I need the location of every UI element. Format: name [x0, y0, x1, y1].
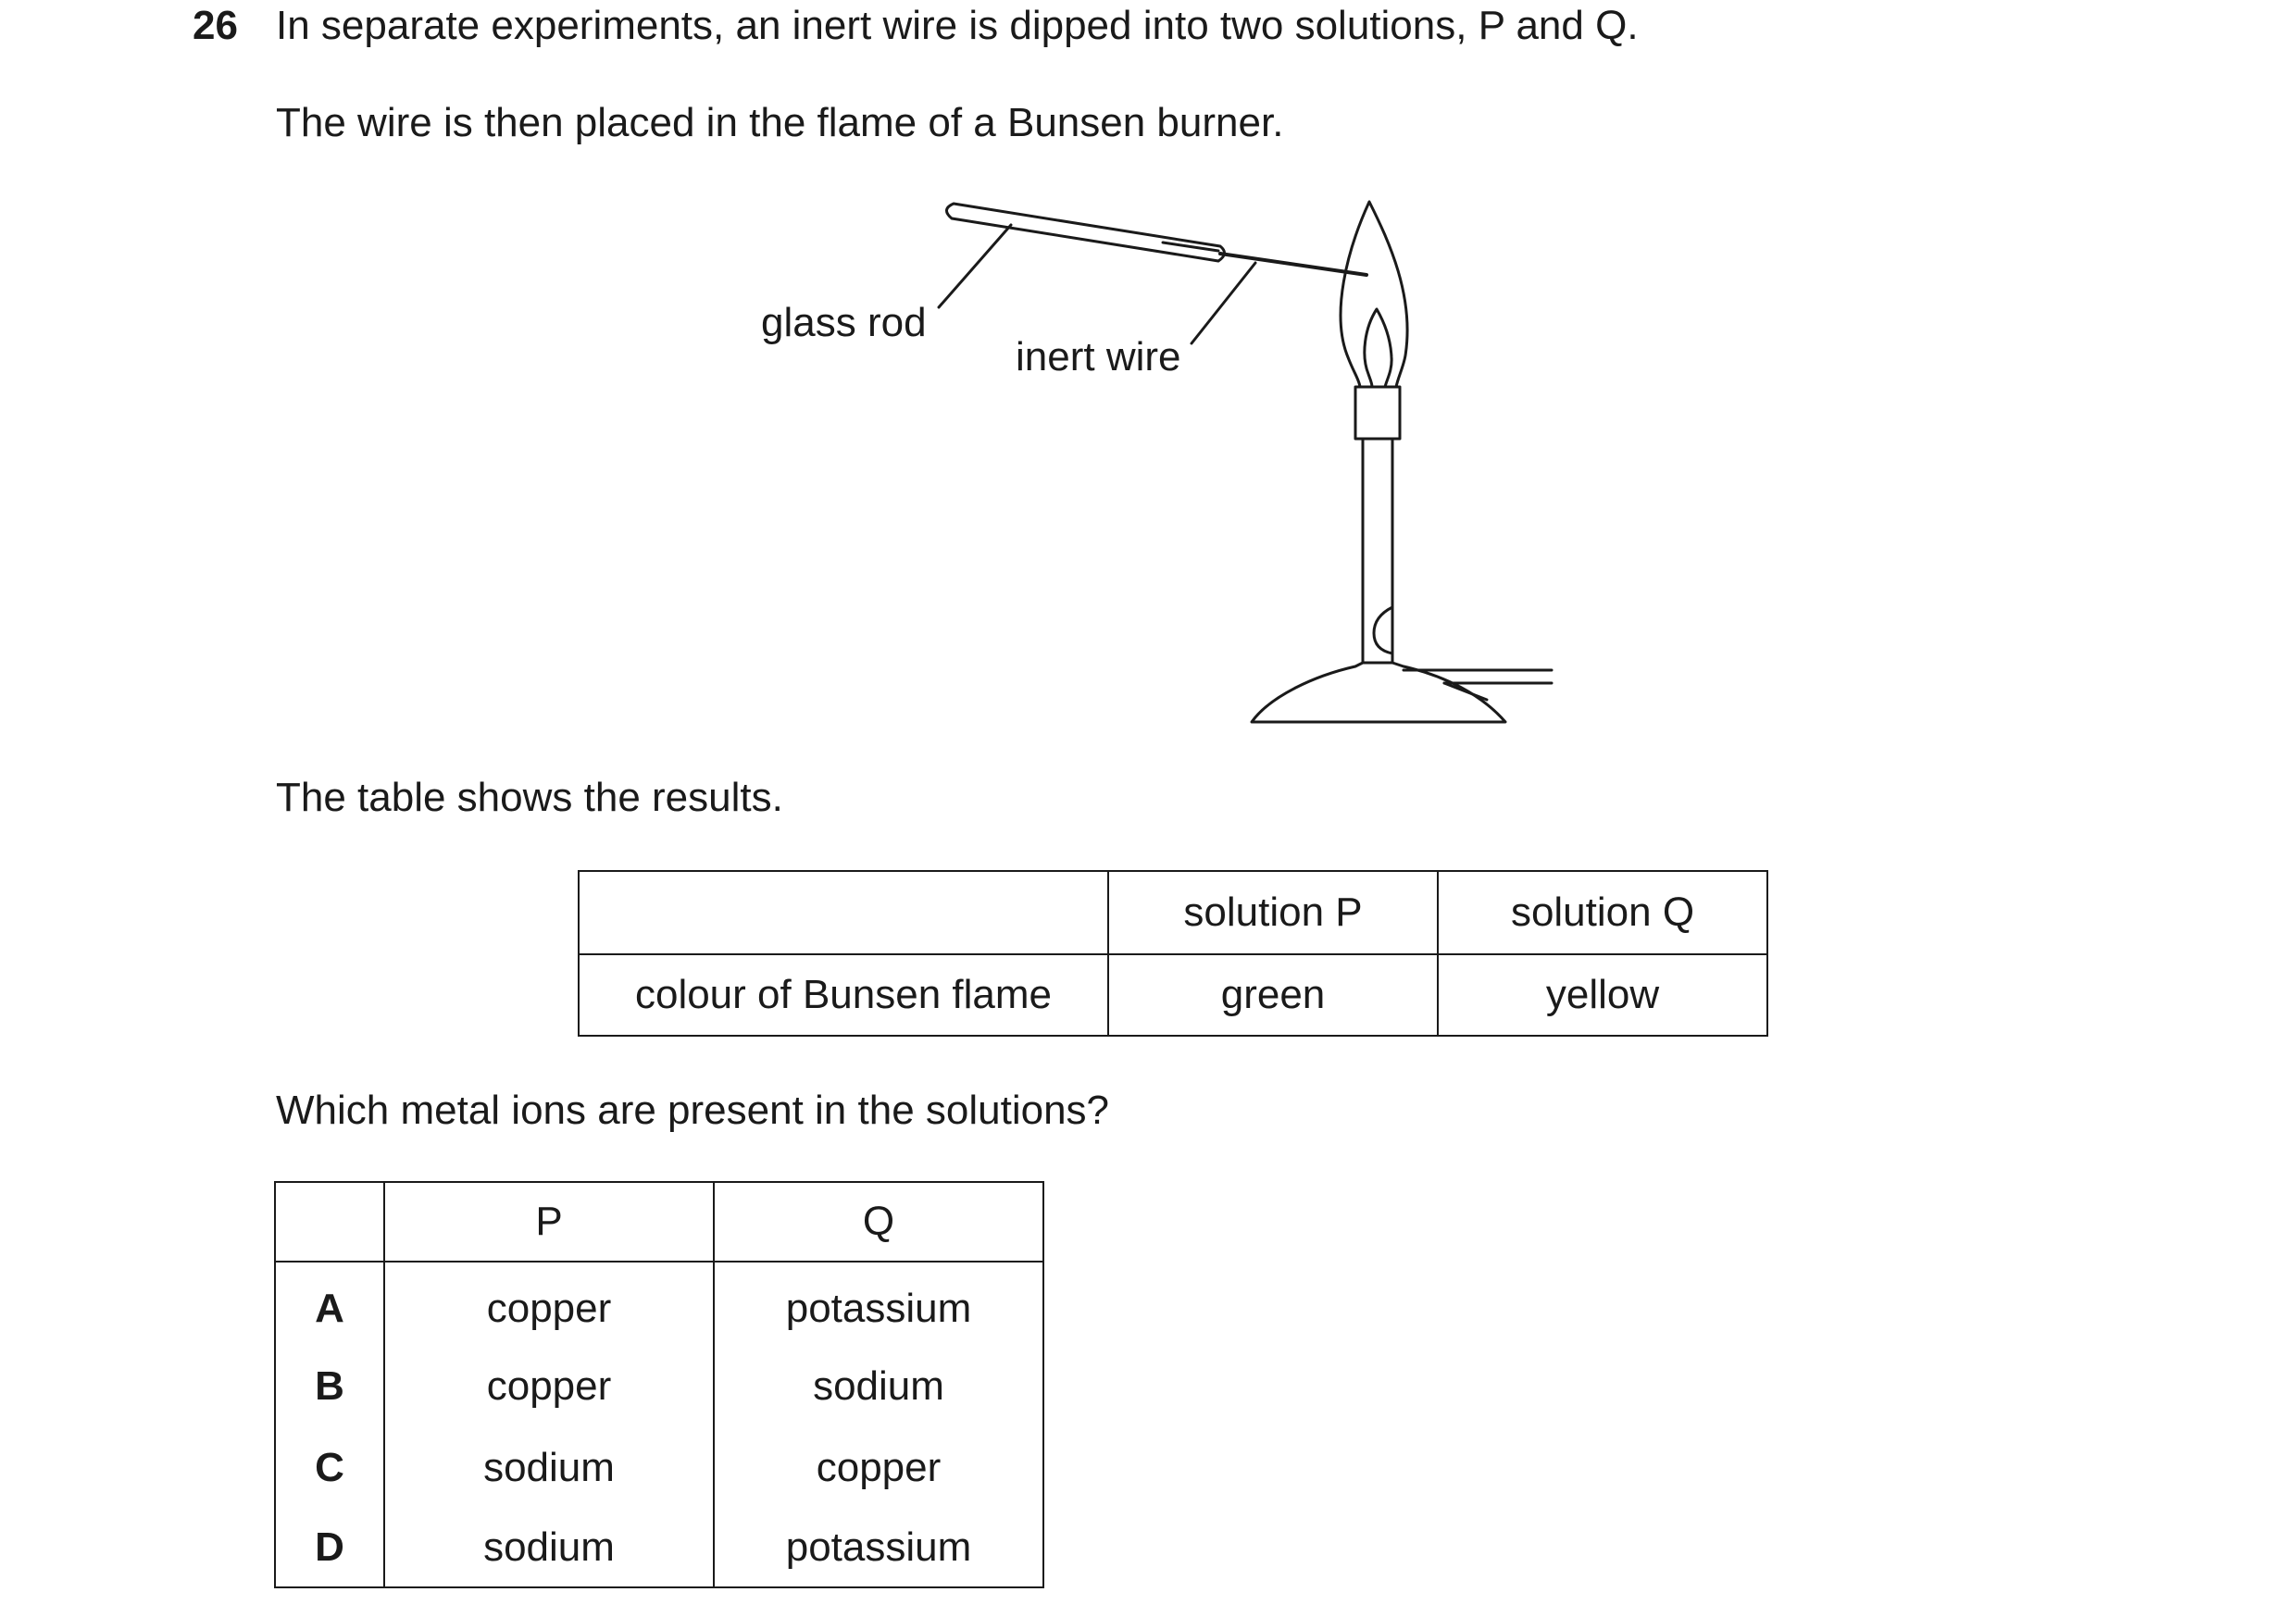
results-row-p: green [1108, 954, 1438, 1036]
option-p: copper [384, 1346, 714, 1427]
option-row-a[interactable] [275, 1262, 1043, 1346]
burner-base-shape [1252, 663, 1505, 722]
results-row-q: yellow [1438, 954, 1767, 1036]
question-step: The wire is then placed in the flame of a Bunsen burner. [276, 100, 1284, 145]
table-intro: The table shows the results. [276, 775, 783, 820]
option-q: copper [714, 1427, 1043, 1509]
options-header-p: P [384, 1182, 714, 1262]
results-row-label: colour of Bunsen flame [579, 954, 1108, 1036]
results-table [578, 870, 1768, 1037]
option-row-d[interactable] [275, 1509, 1043, 1587]
glass-rod-shape [946, 204, 1224, 261]
option-q: potassium [714, 1509, 1043, 1587]
outer-flame-shape [1341, 202, 1407, 387]
option-p: sodium [384, 1509, 714, 1587]
answer-options-table [274, 1181, 1044, 1588]
results-header-solution-q: solution Q [1438, 871, 1767, 954]
glass-rod-leader [939, 225, 1011, 307]
option-letter: C [275, 1427, 384, 1509]
options-header-blank [275, 1182, 384, 1262]
air-hole-shape [1374, 607, 1392, 653]
inert-wire-shape [1220, 254, 1366, 275]
inert-wire-leader [1192, 263, 1255, 343]
option-p: copper [384, 1262, 714, 1346]
results-header-blank [579, 871, 1108, 954]
question-prompt: Which metal ions are present in the solutions? [276, 1088, 1110, 1133]
option-q: sodium [714, 1346, 1043, 1427]
option-q: potassium [714, 1262, 1043, 1346]
option-letter: B [275, 1346, 384, 1427]
glass-rod-label: glass rod [761, 300, 927, 345]
options-header-q: Q [714, 1182, 1043, 1262]
results-header-solution-p: solution P [1108, 871, 1438, 954]
results-row [579, 954, 1767, 1036]
option-letter: A [275, 1262, 384, 1346]
question-intro: In separate experiments, an inert wire is dipped into two solutions, P and Q. [276, 3, 1639, 48]
inner-flame-shape [1365, 309, 1391, 387]
results-header-row [579, 871, 1767, 954]
option-row-b[interactable] [275, 1346, 1043, 1427]
inert-wire-label: inert wire [1016, 334, 1181, 379]
options-header-row [275, 1182, 1043, 1262]
question-number: 26 [193, 3, 238, 48]
option-letter: D [275, 1509, 384, 1587]
option-p: sodium [384, 1427, 714, 1509]
option-row-c[interactable] [275, 1427, 1043, 1509]
burner-collar-shape [1355, 387, 1400, 439]
